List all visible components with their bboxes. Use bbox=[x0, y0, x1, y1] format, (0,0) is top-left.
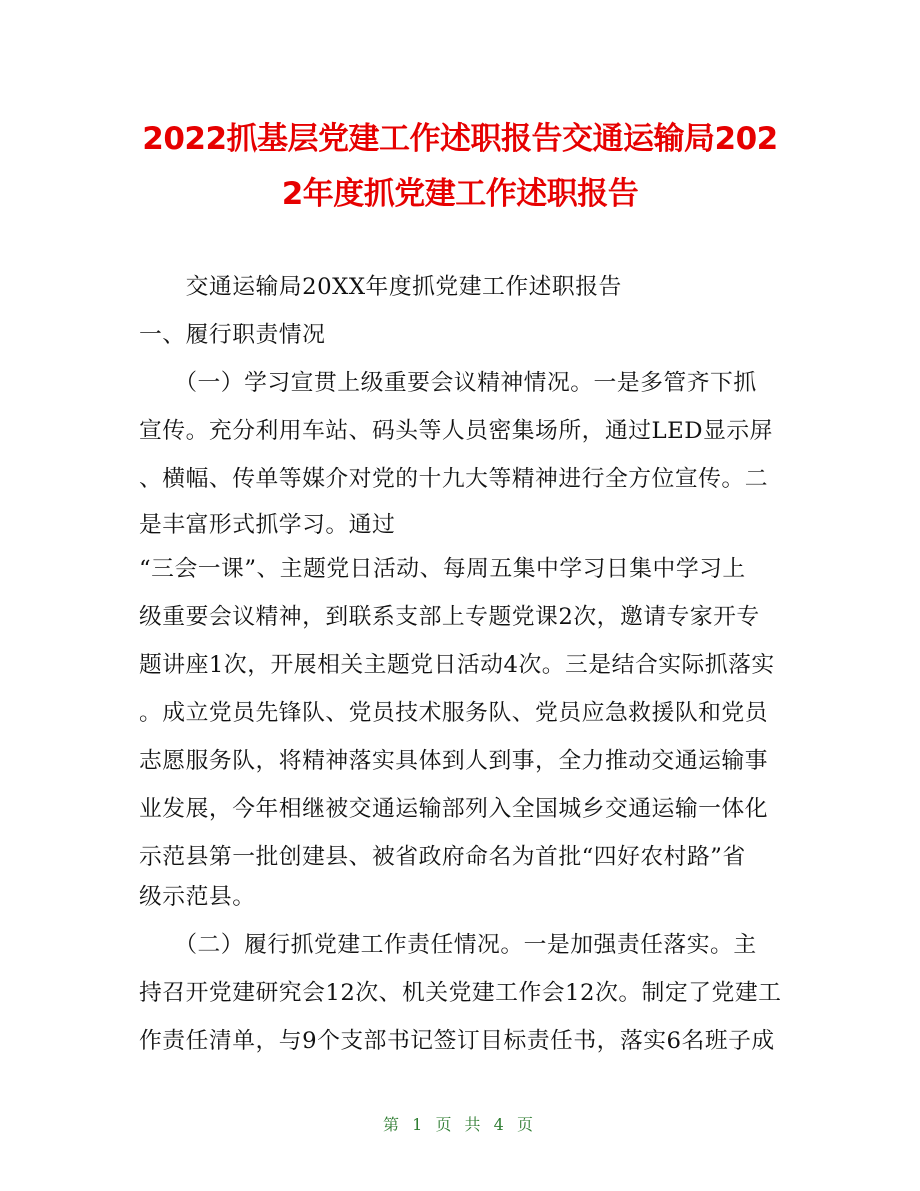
title-line-1: 2022抓基层党建工作述职报告交通运输局202 bbox=[142, 121, 778, 157]
body-line: 题讲座1次，开展相关主题党日活动4次。三是结合实际抓落实 bbox=[139, 652, 775, 678]
body-line: 示范县第一批创建县、被省政府命名为首批“四好农村路”省 bbox=[139, 844, 746, 870]
body-line: 。成立党员先锋队、党员技术服务队、党员应急救援队和党员 bbox=[139, 700, 769, 726]
footer-current-page: 1 bbox=[412, 1115, 427, 1134]
page-footer bbox=[0, 1113, 920, 1137]
body-line: “三会一课”、主题党日活动、每周五集中学习日集中学习上 bbox=[139, 556, 746, 582]
section-heading: 一、履行职责情况 bbox=[139, 322, 326, 348]
body-line: 宣传。充分利用车站、码头等人员密集场所，通过LED显示屏 bbox=[139, 418, 773, 444]
body-line: 、横幅、传单等媒介对党的十九大等精神进行全方位宣传。二 bbox=[139, 466, 769, 492]
footer-label-unit-2: 页 bbox=[516, 1115, 537, 1134]
body-line: 级重要会议精神，到联系支部上专题党课2次，邀请专家开专 bbox=[139, 604, 760, 630]
title-line-2: 2年度抓党建工作述职报告 bbox=[281, 176, 639, 212]
body-line: 志愿服务队，将精神落实具体到人到事，全力推动交通运输事 bbox=[139, 748, 769, 774]
body-line: 交通运输局20XX年度抓党建工作述职报告 bbox=[139, 274, 622, 300]
footer-label-total: 共 bbox=[464, 1115, 485, 1134]
document-title bbox=[120, 112, 800, 222]
body-line: 是丰富形式抓学习。通过 bbox=[139, 512, 396, 538]
body-line: 持召开党建研究会12次、机关党建工作会12次。制定了党建工 bbox=[139, 980, 782, 1006]
footer-label-unit: 页 bbox=[435, 1115, 456, 1134]
body-line: （一）学习宣贯上级重要会议精神情况。一是多管齐下抓 bbox=[139, 370, 757, 396]
footer-total-pages: 4 bbox=[493, 1115, 508, 1134]
body-line: （二）履行抓党建工作责任情况。一是加强责任落实。主 bbox=[139, 932, 757, 958]
body-line: 级示范县。 bbox=[139, 884, 256, 910]
footer-label-page: 第 bbox=[383, 1115, 404, 1134]
body-line: 业发展，今年相继被交通运输部列入全国城乡交通运输一体化 bbox=[139, 796, 769, 822]
body-line: 作责任清单，与9个支部书记签订目标责任书，落实6名班子成 bbox=[139, 1028, 775, 1054]
